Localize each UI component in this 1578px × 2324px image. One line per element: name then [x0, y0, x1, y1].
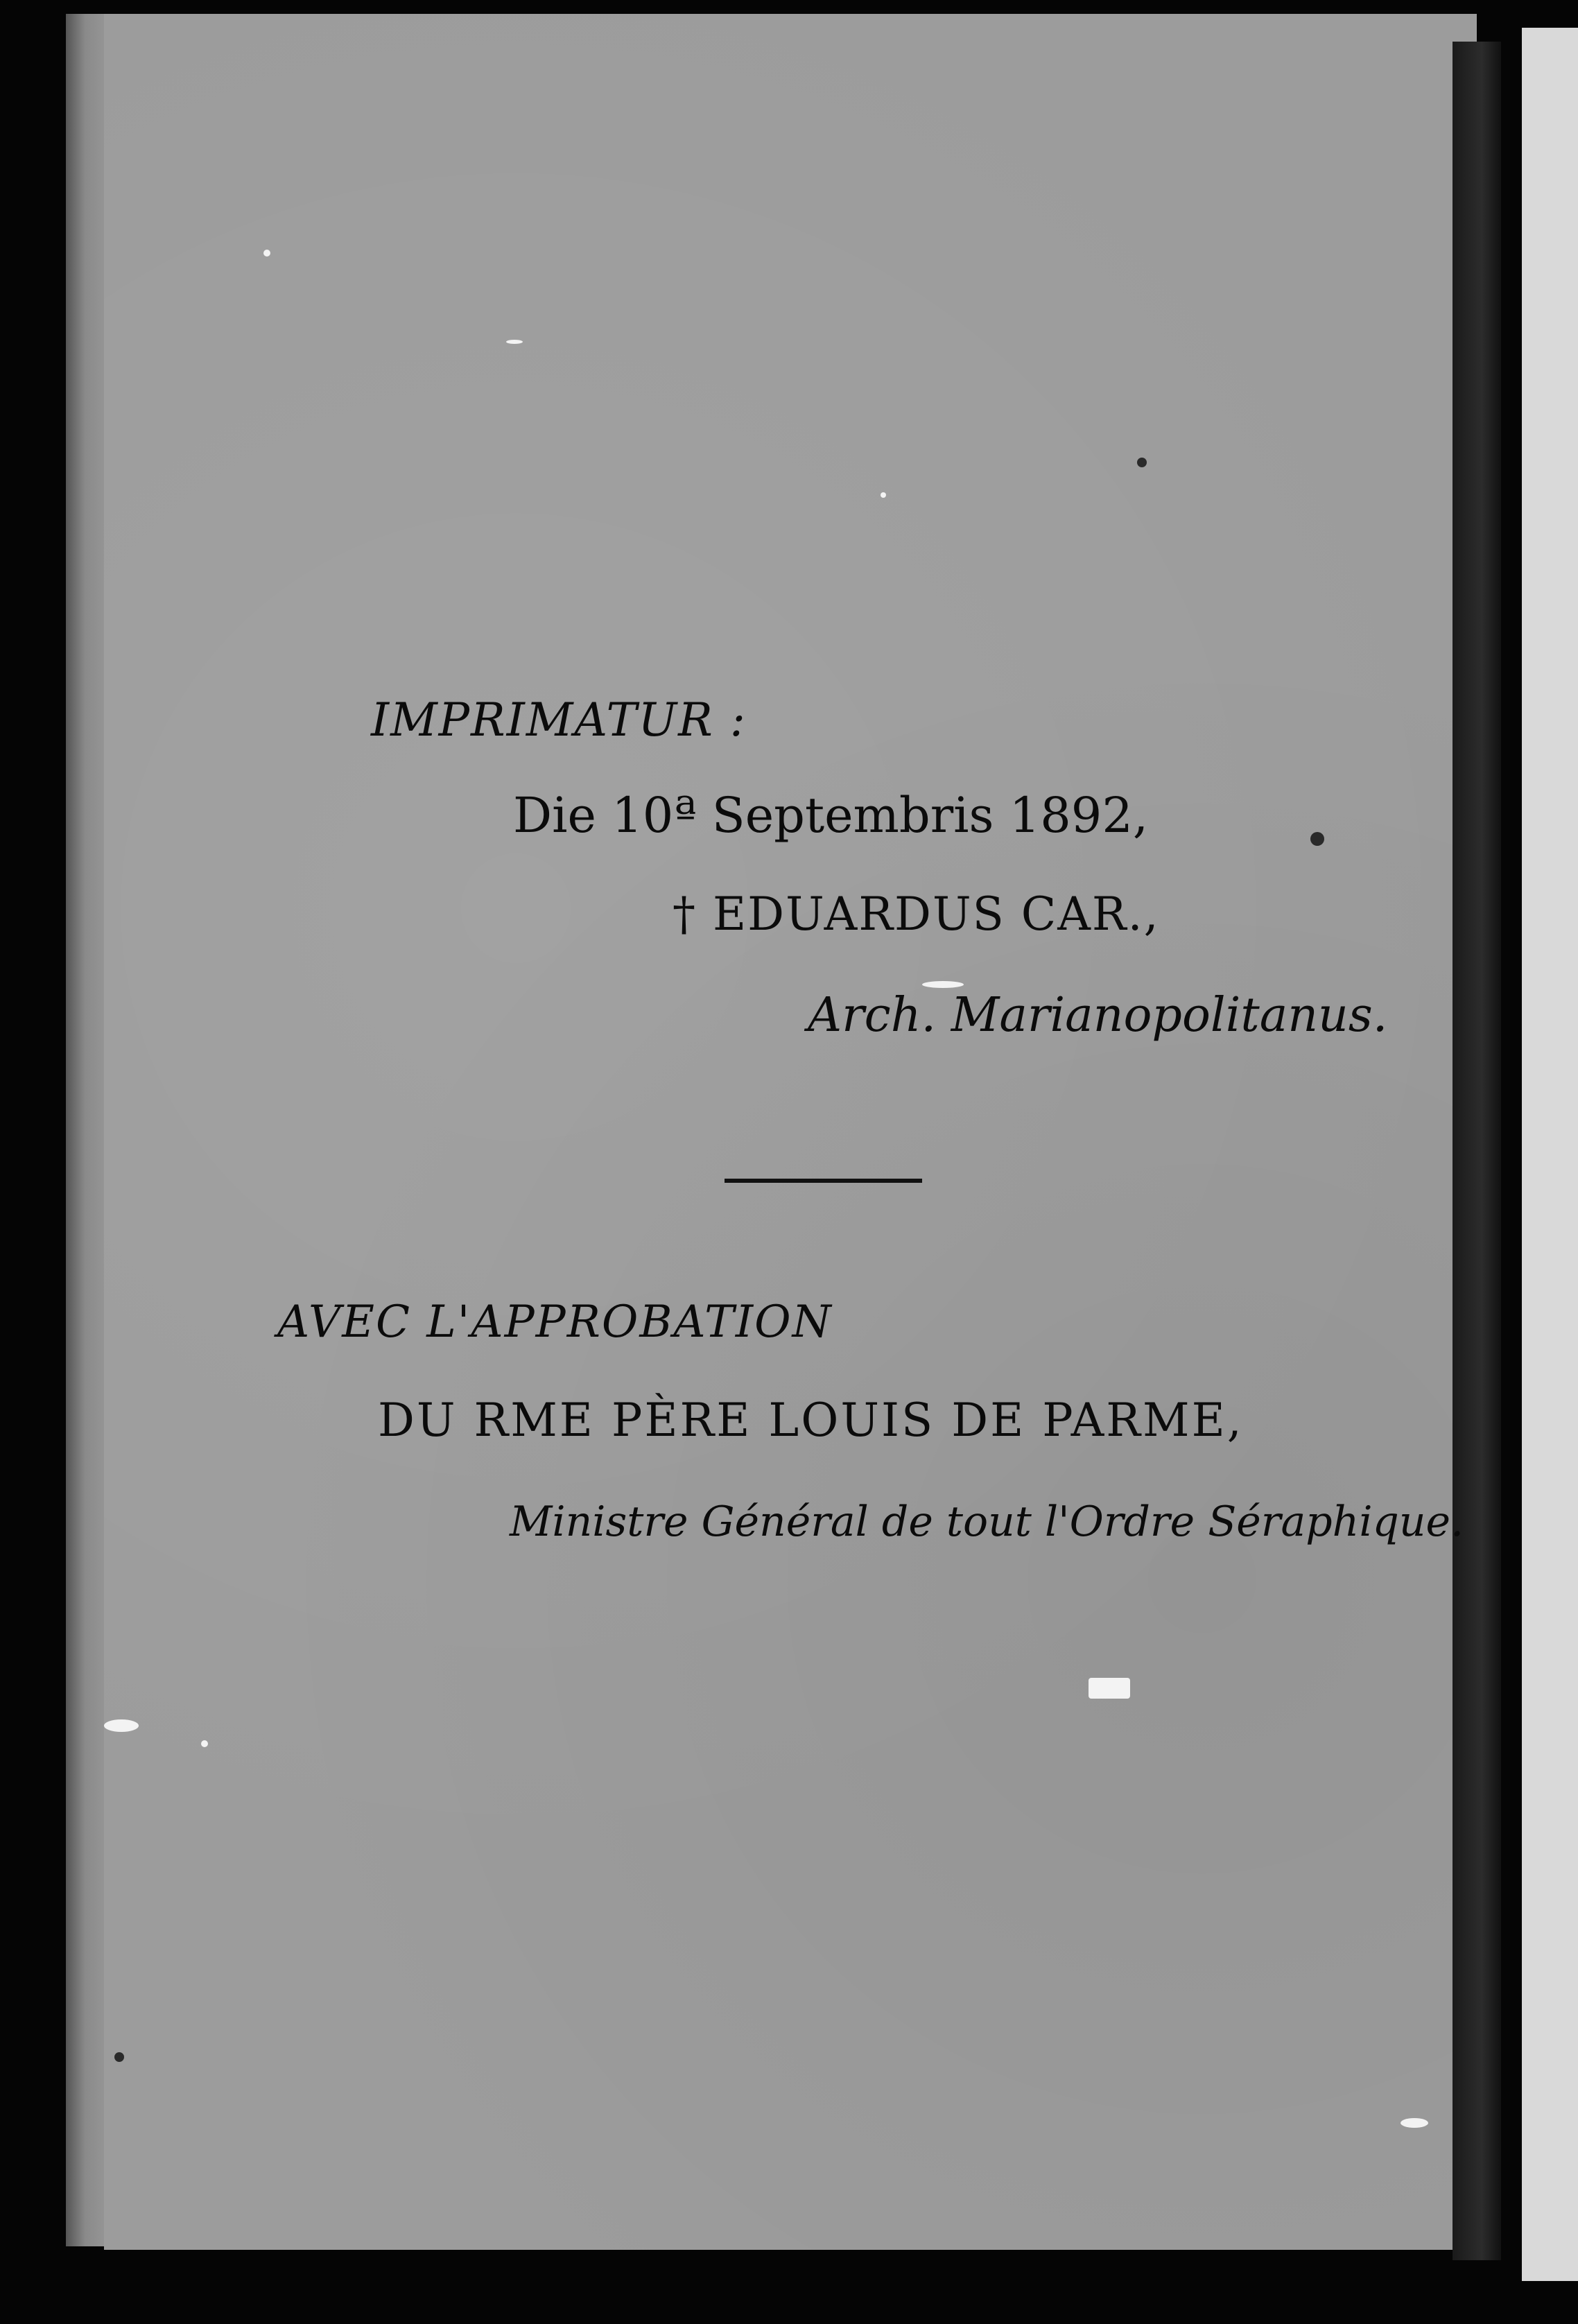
imprimatur-heading: IMPRIMATUR :	[371, 693, 747, 747]
approbation-by: DU RME PÈRE LOUIS DE PARME,	[378, 1394, 1244, 1447]
paper-speck	[104, 1719, 139, 1732]
adjacent-page-edge	[1522, 28, 1578, 2281]
approbation-heading: AVEC L'APPROBATION	[277, 1297, 833, 1348]
paper-speck	[1310, 832, 1324, 846]
paper-speck	[881, 492, 886, 498]
paper-speck	[263, 250, 270, 257]
gutter-shadow	[1453, 42, 1501, 2260]
imprimatur-date: Die 10ª Septembris 1892,	[513, 787, 1149, 844]
paper-speck	[1137, 458, 1147, 467]
paper-speck	[114, 2052, 124, 2062]
paper-speck	[922, 981, 964, 988]
section-divider	[725, 1179, 922, 1183]
paper-speck	[201, 1740, 208, 1747]
book-page	[104, 14, 1477, 2250]
signatory-title: Arch. Marianopolitanus.	[808, 988, 1388, 1043]
signatory-name: † EDUARDUS CAR.,	[673, 887, 1160, 941]
paper-speck	[1089, 1678, 1130, 1699]
paper-speck	[1401, 2118, 1428, 2128]
paper-speck	[506, 340, 523, 344]
approbation-title: Ministre Général de tout l'Ordre Séraphique.	[510, 1498, 1464, 1546]
